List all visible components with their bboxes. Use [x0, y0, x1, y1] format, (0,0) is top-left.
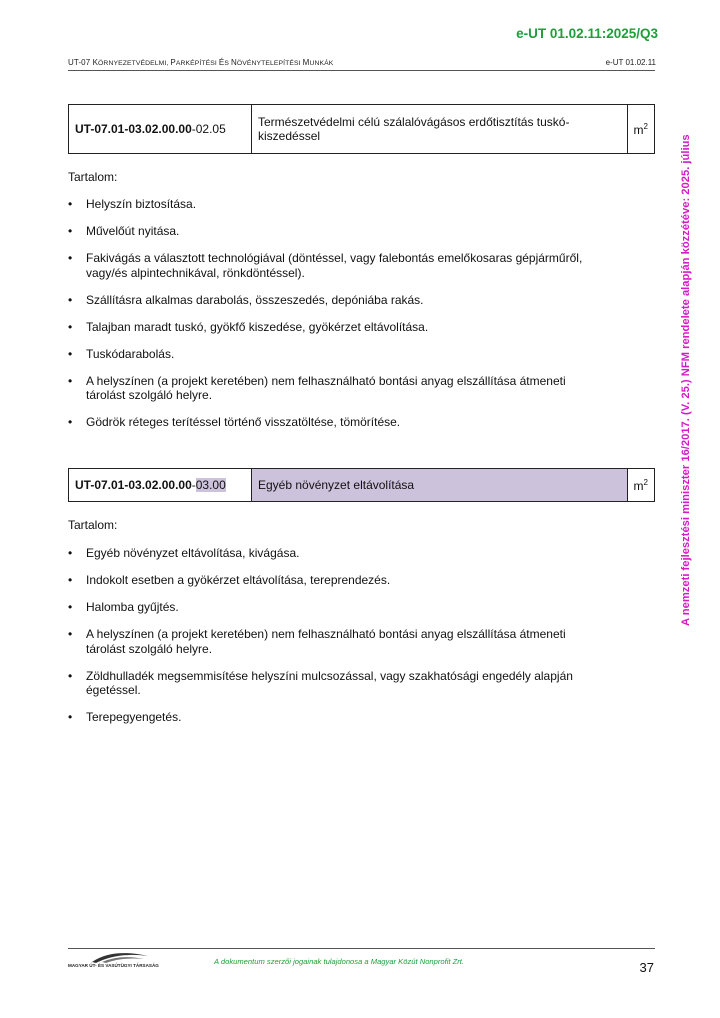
item-unit	[627, 105, 654, 154]
item-title: Természetvédelmi célú szálalóvágásos erdőtisztítás tuskó-kiszedéssel	[252, 105, 628, 154]
item-code	[69, 105, 252, 154]
list-item-text: tárolást szolgáló helyre.	[86, 641, 213, 656]
item-table-1	[68, 104, 655, 154]
list-item-text: Helyszín biztosítása.	[86, 197, 197, 211]
content-label-1: Tartalom:	[68, 170, 118, 184]
list-item-text: vagy/és alpintechnikával, rönkdöntéssel).	[86, 265, 305, 280]
list-item-text: Gödrök réteges terítéssel történő visszatöltése, tömörítése.	[86, 415, 401, 429]
item-unit	[627, 469, 654, 502]
list-item	[68, 710, 648, 725]
bullet-icon: •	[68, 600, 73, 614]
list-item-text: Zöldhulladék megsemmisítése helyszíni mulcsozással, vagy szakhatósági engedély alapján	[86, 668, 573, 683]
list-item	[68, 600, 648, 615]
bullet-icon: •	[68, 573, 73, 587]
list-item-text: Egyéb növényzet eltávolítása, kivágása.	[86, 546, 300, 560]
publication-side-note: A nemzeti fejlesztési miniszter 16/2017. (V. 25.) NFM rendelete alapján közzétéve: 2025. július	[680, 134, 692, 626]
item-code-suffix: -02.05	[191, 122, 226, 136]
content-list-2	[68, 546, 648, 737]
bullet-icon: •	[68, 292, 73, 307]
bullet-icon: •	[68, 710, 73, 724]
list-item	[68, 669, 648, 698]
header-divider	[68, 70, 655, 71]
list-item	[68, 546, 648, 561]
list-item	[68, 224, 648, 239]
list-item	[68, 627, 648, 656]
item-code-main: UT-07.01-03.02.00.00	[75, 478, 192, 492]
list-item-text: Tuskódarabolás.	[86, 346, 175, 361]
list-item	[68, 374, 648, 403]
running-header-title	[68, 58, 333, 67]
list-item-text: égetéssel.	[86, 683, 141, 697]
unit-symbol: m	[633, 122, 644, 137]
running-header-code: e-UT 01.02.11	[605, 58, 656, 67]
unit-exponent: 2	[643, 477, 648, 487]
list-item-text: Indokolt esetben a gyökérzet eltávolítása, tereprendezés.	[86, 573, 391, 587]
item-table-2	[68, 468, 655, 502]
bullet-icon: •	[68, 251, 73, 265]
bullet-icon: •	[68, 197, 73, 211]
bullet-icon: •	[68, 346, 73, 361]
item-code-dash: -	[191, 478, 196, 492]
bullet-icon: •	[68, 668, 73, 683]
content-list-1	[68, 197, 648, 442]
document-code: e-UT 01.02.11:2025/Q3	[516, 26, 658, 41]
item-code	[69, 469, 252, 502]
header-chapter-prefix: UT-07	[68, 58, 93, 67]
logo-text: MAGYAR ÚT- ÉS VASÚTÜGYI TÁRSASÁG	[68, 963, 159, 968]
list-item-text: Talajban maradt tuskó, gyökfő kiszedése, gyökérzet eltávolítása.	[86, 319, 429, 334]
item-code-main: UT-07.01-03.02.00.00	[75, 122, 192, 136]
list-item	[68, 415, 648, 430]
item-title: Egyéb növényzet eltávolítása	[252, 469, 628, 502]
list-item	[68, 197, 648, 212]
list-item-text: Szállításra alkalmas darabolás, összeszedés, depóniába rakás.	[86, 292, 424, 307]
society-logo	[68, 950, 168, 974]
list-item	[68, 320, 648, 335]
bullet-icon: •	[68, 224, 73, 238]
logo-swoosh-icon	[90, 950, 150, 964]
bullet-icon: •	[68, 373, 73, 388]
list-item	[68, 573, 648, 588]
unit-exponent: 2	[643, 121, 648, 131]
list-item-text: Halomba gyűjtés.	[86, 600, 179, 614]
list-item-text: A helyszínen (a projekt keretében) nem felhasználható bontási anyag elszállítása átmeneti	[86, 627, 566, 641]
list-item	[68, 347, 648, 362]
list-item-text: Terepegyengetés.	[86, 710, 182, 724]
bullet-icon: •	[68, 546, 73, 560]
bullet-icon: •	[68, 319, 73, 334]
list-item	[68, 293, 648, 308]
item-code-suffix-highlighted: 03.00	[195, 478, 226, 492]
list-item-text: A helyszínen (a projekt keretében) nem felhasználható bontási anyag elszállítása átmeneti	[86, 373, 566, 388]
header-chapter-title: KÖRNYEZETVÉDELMI, PARKÉPÍTÉSI ÉS NÖVÉNYTELEPÍTÉSI MUNKÁK	[92, 58, 334, 67]
bullet-icon: •	[68, 627, 73, 641]
list-item	[68, 251, 648, 280]
copyright-note: A dokumentum szerzői jogainak tulajdonosa a Magyar Közút Nonprofit Zrt.	[214, 957, 465, 966]
content-label-2: Tartalom:	[68, 518, 118, 532]
list-item-text: Művelőút nyitása.	[86, 224, 180, 238]
page-number: 37	[639, 960, 654, 975]
bullet-icon: •	[68, 415, 73, 429]
list-item-text: tárolást szolgáló helyre.	[86, 388, 213, 402]
list-item-text: Fakivágás a választott technológiával (döntéssel, vagy falebontás emelőkosaras gépjárműről,	[86, 251, 583, 265]
unit-symbol: m	[633, 478, 644, 493]
footer-divider	[68, 948, 655, 949]
